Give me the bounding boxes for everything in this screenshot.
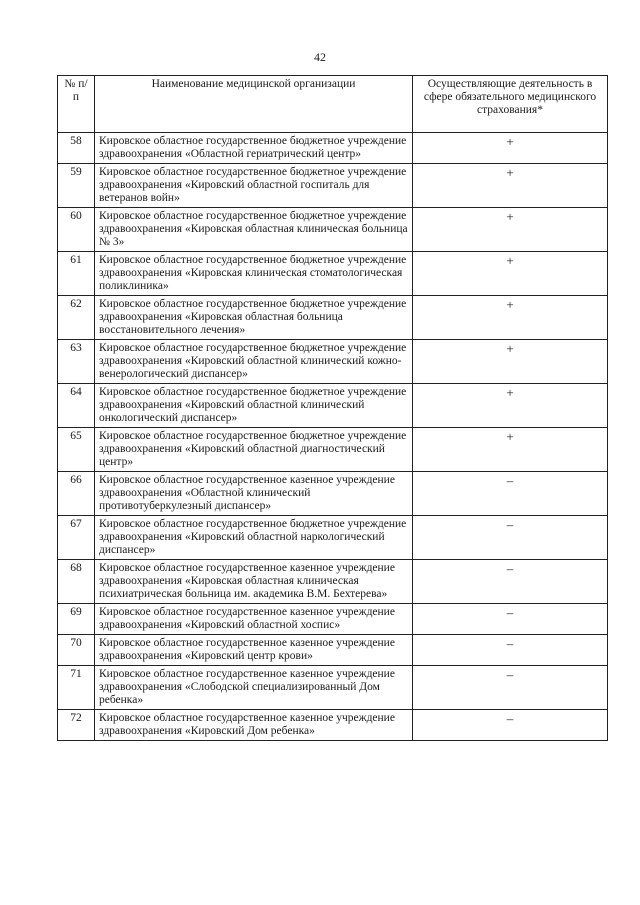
oms-mark: – — [413, 472, 608, 516]
organization-name: Кировское областное государственное бюджетное учреждение здравоохранения «Кировский областной клинический кожно-венерологический диспансер» — [95, 340, 413, 384]
table-row — [58, 560, 608, 604]
table-body — [58, 133, 608, 741]
organization-name: Кировское областное государственное казенное учреждение здравоохранения «Кировский областной хоспис» — [95, 604, 413, 635]
oms-mark: – — [413, 560, 608, 604]
organization-name: Кировское областное государственное бюджетное учреждение здравоохранения «Кировский областной диагностический центр» — [95, 428, 413, 472]
oms-mark: + — [413, 208, 608, 252]
organization-name: Кировское областное государственное бюджетное учреждение здравоохранения «Кировская областная больница восстановительного лечения» — [95, 296, 413, 340]
table-row — [58, 666, 608, 710]
table-row — [58, 208, 608, 252]
oms-mark: – — [413, 666, 608, 710]
oms-mark: + — [413, 428, 608, 472]
header-organization-name: Наименование медицинской организации — [95, 76, 413, 133]
table-row — [58, 516, 608, 560]
oms-mark: – — [413, 710, 608, 741]
row-number: 68 — [58, 560, 95, 604]
organization-name: Кировское областное государственное казенное учреждение здравоохранения «Кировская областная клиническая психиатрическая больница им. академика В.М. Бехтерева» — [95, 560, 413, 604]
row-number: 71 — [58, 666, 95, 710]
table-row — [58, 340, 608, 384]
header-number: № п/п — [58, 76, 95, 133]
row-number: 62 — [58, 296, 95, 340]
table-row — [58, 472, 608, 516]
table-row — [58, 710, 608, 741]
organization-name: Кировское областное государственное бюджетное учреждение здравоохранения «Кировский областной наркологический диспансер» — [95, 516, 413, 560]
row-number: 69 — [58, 604, 95, 635]
row-number: 58 — [58, 133, 95, 164]
row-number: 66 — [58, 472, 95, 516]
organization-name: Кировское областное государственное казенное учреждение здравоохранения «Кировский Дом ребенка» — [95, 710, 413, 741]
row-number: 67 — [58, 516, 95, 560]
organization-name: Кировское областное государственное казенное учреждение здравоохранения «Областной клинический противотуберкулезный диспансер» — [95, 472, 413, 516]
row-number: 65 — [58, 428, 95, 472]
table-row — [58, 384, 608, 428]
organization-name: Кировское областное государственное бюджетное учреждение здравоохранения «Кировская областная клиническая больница № 3» — [95, 208, 413, 252]
page-number: 42 — [314, 50, 326, 64]
row-number: 72 — [58, 710, 95, 741]
row-number: 70 — [58, 635, 95, 666]
oms-mark: + — [413, 296, 608, 340]
oms-mark: – — [413, 516, 608, 560]
table-row — [58, 133, 608, 164]
organization-name: Кировское областное государственное бюджетное учреждение здравоохранения «Кировский областной госпиталь для ветеранов войн» — [95, 164, 413, 208]
oms-mark: – — [413, 635, 608, 666]
oms-mark: – — [413, 604, 608, 635]
oms-mark: + — [413, 252, 608, 296]
table-header-row — [58, 76, 608, 133]
organization-name: Кировское областное государственное бюджетное учреждение здравоохранения «Областной гериатрический центр» — [95, 133, 413, 164]
table-row — [58, 296, 608, 340]
organization-name: Кировское областное государственное казенное учреждение здравоохранения «Кировский центр крови» — [95, 635, 413, 666]
row-number: 64 — [58, 384, 95, 428]
oms-mark: + — [413, 164, 608, 208]
table-row — [58, 635, 608, 666]
table-row — [58, 252, 608, 296]
header-oms-activity: Осуществляющие деятельность в сфере обязательного медицинского страхования* — [413, 76, 608, 133]
organization-name: Кировское областное государственное бюджетное учреждение здравоохранения «Кировский областной клинический онкологический диспансер» — [95, 384, 413, 428]
row-number: 60 — [58, 208, 95, 252]
medical-organizations-table — [57, 75, 608, 741]
organization-name: Кировское областное государственное казенное учреждение здравоохранения «Слободской специализированный Дом ребенка» — [95, 666, 413, 710]
row-number: 63 — [58, 340, 95, 384]
table-row — [58, 604, 608, 635]
organization-name: Кировское областное государственное бюджетное учреждение здравоохранения «Кировская клиническая стоматологическая поликлиника» — [95, 252, 413, 296]
row-number: 61 — [58, 252, 95, 296]
oms-mark: + — [413, 340, 608, 384]
row-number: 59 — [58, 164, 95, 208]
table-row — [58, 164, 608, 208]
table-row — [58, 428, 608, 472]
oms-mark: + — [413, 384, 608, 428]
oms-mark: + — [413, 133, 608, 164]
